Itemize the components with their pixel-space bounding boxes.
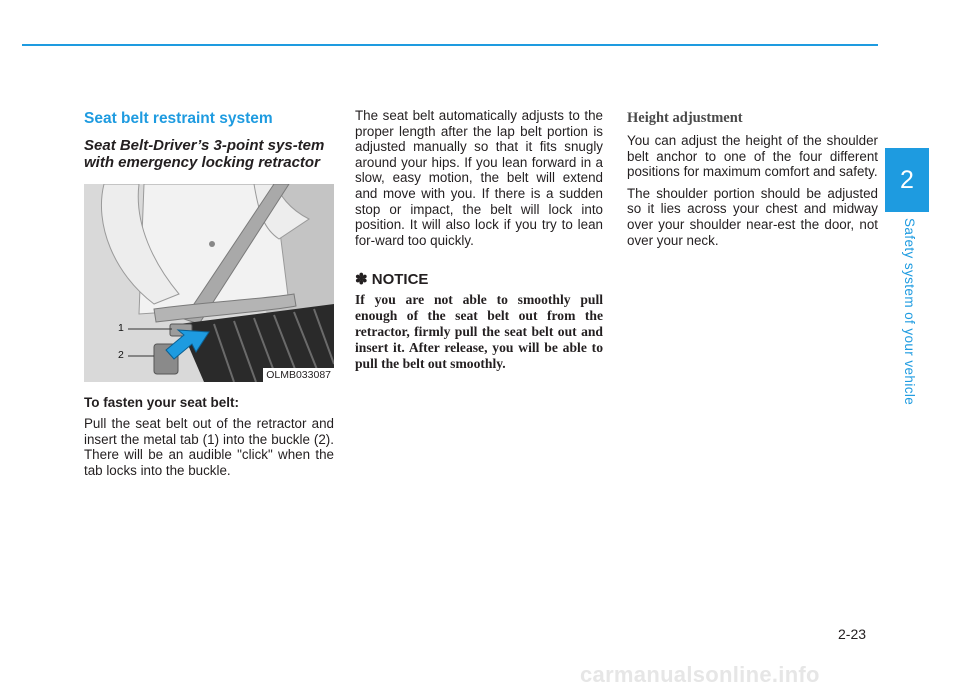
seat-belt-illustration xyxy=(84,184,334,382)
column-2 xyxy=(355,108,603,372)
notice-text: If you are not able to smoothly pull enough of the seat belt out from the retractor, firmly pull the seat belt out and insert it. After release, you will be able to pull the belt out smoothly. xyxy=(355,292,603,372)
page-number: 2-23 xyxy=(838,626,867,642)
chapter-side-tab xyxy=(884,0,960,689)
column-3 xyxy=(627,110,878,254)
fasten-heading: To fasten your seat belt: xyxy=(84,395,240,410)
fasten-instructions: Pull the seat belt out of the retractor and insert the metal tab (1) into the buckle (2). There will be an audible "click" when the tab locks into the buckle. xyxy=(84,416,334,478)
chapter-title: Safety system of your vehicle xyxy=(902,218,917,406)
height-paragraph-1: You can adjust the height of the shoulder belt anchor to one of the four different positions for maximum comfort and safety. xyxy=(627,133,878,180)
callout-2: 2 xyxy=(118,349,124,361)
section-title: Seat belt restraint system xyxy=(84,110,273,127)
callout-1: 1 xyxy=(118,322,124,334)
height-paragraph-2: The shoulder portion should be adjusted so it lies across your chest and midway over your shoulder near-est the door, not over your neck. xyxy=(627,185,878,248)
height-adjustment-heading: Height adjustment xyxy=(627,110,743,126)
watermark: carmanualsonline.info xyxy=(580,662,820,687)
figure-code: OLMB033087 xyxy=(263,368,334,382)
chapter-number-badge: 2 xyxy=(885,148,929,212)
subsection-title: Seat Belt-Driver’s 3-point sys-tem with emergency locking retractor xyxy=(84,137,325,171)
column-1 xyxy=(84,110,334,484)
header-rule xyxy=(22,44,878,46)
notice-title: ✽ NOTICE xyxy=(355,271,429,289)
belt-adjust-paragraph: The seat belt automatically adjusts to the proper length after the lap belt portion is adjusted manually so that it fits snugly around your hips. If you lean forward in a slow, easy motion, the belt will extend and move with you. If there is a sudden stop or impact, the belt will lock into position. It will also lock if you try to lean for-ward too quickly. xyxy=(355,108,603,248)
